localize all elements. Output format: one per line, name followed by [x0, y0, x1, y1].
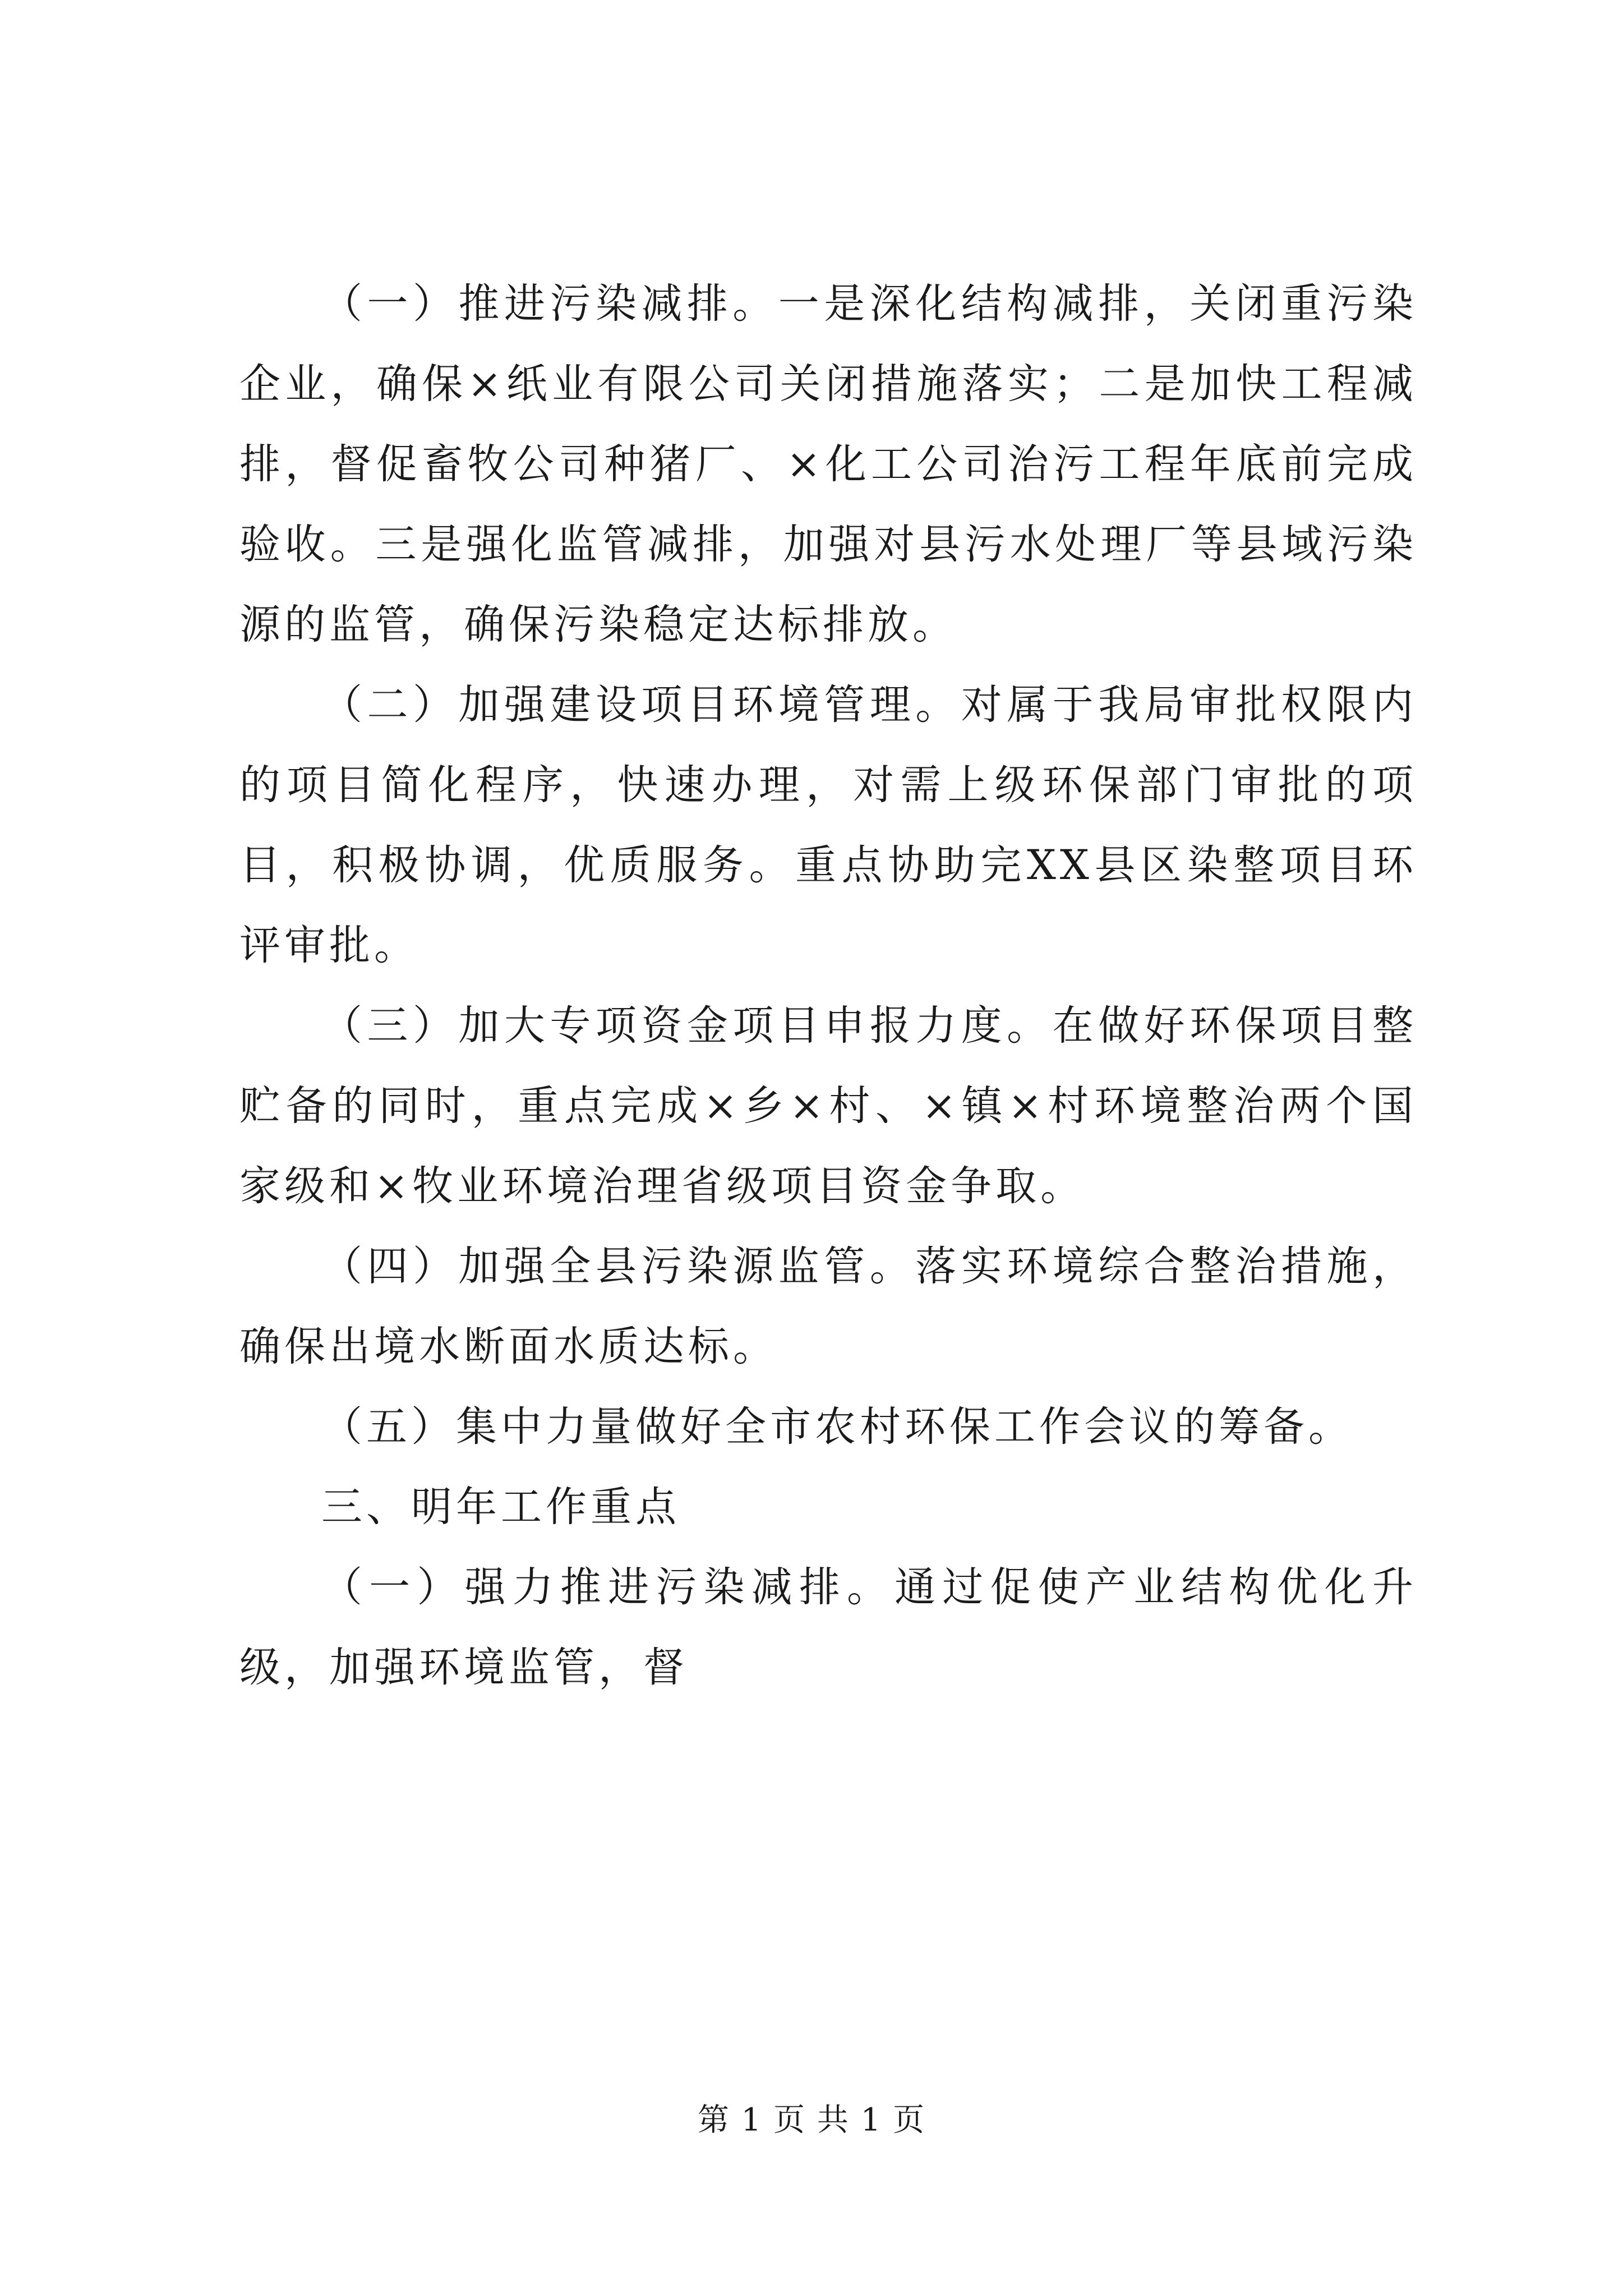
- section-heading: 三、明年工作重点: [321, 1483, 680, 1531]
- paragraph-next-year-first-item: （一）强力推进污染减排。通过促使产业结构优化升级，加强环境监管，督: [239, 1563, 1417, 1691]
- paragraph-special-funds: （三）加大专项资金项目申报力度。在做好环保项目整贮备的同时，重点完成×乡×村、×镇×村环境整治两个国家级和×牧业环境治理省级项目资金争取。: [239, 1002, 1417, 1210]
- paragraph-pollution-reduction: （一）推进污染减排。一是深化结构减排，关闭重污染企业，确保×纸业有限公司关闭措施落实；二是加快工程减排，督促畜牧公司种猪厂、×化工公司治污工程年底前完成验收。三是强化监管减排，加强对县污水处理厂等县域污染源的监管，确保污染稳定达标排放。: [239, 280, 1417, 648]
- paragraph-pollution-source-supervision: （四）加强全县污染源监管。落实环境综合整治措施，确保出境水断面水质达标。: [239, 1243, 1417, 1370]
- document-body: [239, 264, 1417, 1708]
- paragraph-project-management: （二）加强建设项目环境管理。对属于我局审批权限内的项目简化程序，快速办理，对需上级环保部门审批的项目，积极协调，优质服务。重点协助完XX县区染整项目环评审批。: [239, 681, 1417, 969]
- page-number-footer: 第 1 页 共 1 页: [697, 2102, 926, 2138]
- paragraph-meeting-preparation: （五）集中力量做好全市农村环保工作会议的筹备。: [321, 1403, 1353, 1451]
